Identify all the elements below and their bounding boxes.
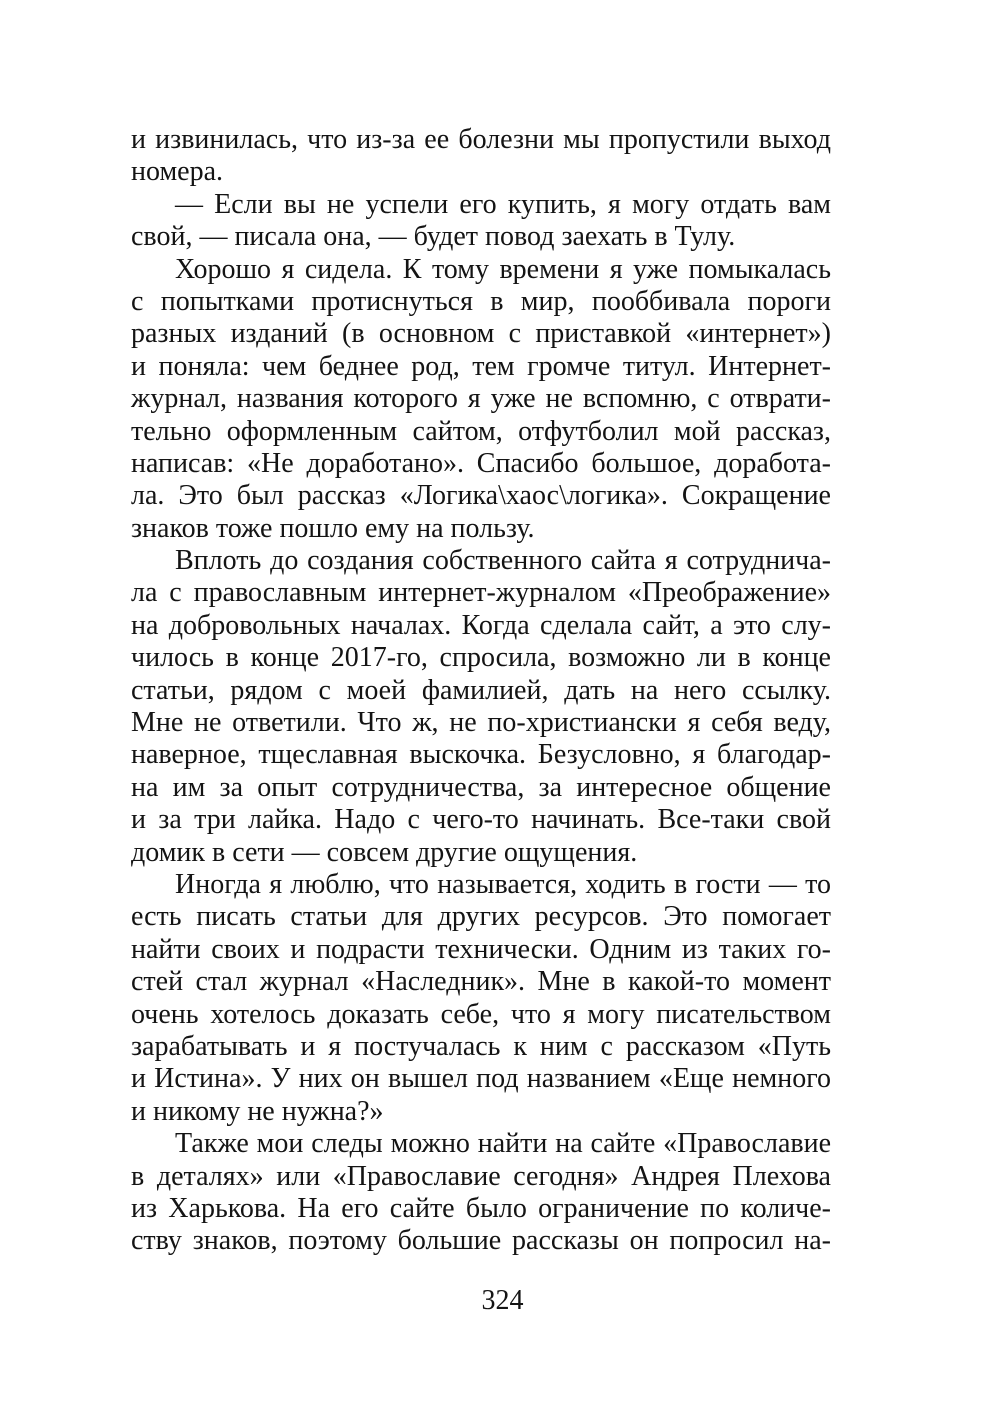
text-line: Иногда я люблю, что называется, ходить в гости — то: [175, 868, 831, 900]
text-line: есть писать статьи для других ресурсов. Это помогает: [131, 901, 831, 933]
text-line: найти своих и подрасти технически. Одним из таких го-: [131, 933, 831, 965]
text-line: и за три лайка. Надо с чего-то начинать. Все-таки свой: [131, 804, 831, 836]
text-line: из Харькова. На его сайте было ограничение по количе-: [131, 1192, 831, 1224]
text-line: с попытками протиснуться в мир, пооббивала пороги: [131, 285, 831, 317]
text-line: очень хотелось доказать себе, что я могу писательством: [131, 998, 831, 1030]
text-line: ству знаков, поэтому большие рассказы он попросил на-: [131, 1225, 831, 1257]
text-line: стей стал журнал «Наследник». Мне в какой-то момент: [131, 966, 831, 998]
text-line: и извинилась, что из-за ее болезни мы пропустили выход: [131, 124, 831, 155]
text-line: тельно оформленным сайтом, отфутболил мой рассказ,: [131, 415, 831, 447]
text-line: ла. Это был рассказ «Логика\хаос\логика». Сокращение: [131, 480, 831, 512]
text-line: ла с православным интернет-журналом «Преображение»: [131, 577, 831, 609]
text-line: и Истина». У них он вышел под названием «Еще немного: [131, 1063, 831, 1095]
text-line: статьи, рядом с моей фамилией, дать на него ссылку.: [131, 674, 831, 706]
text-line: на им за опыт сотрудничества, за интересное общение: [131, 771, 831, 803]
text-line: Мне не ответили. Что ж, не по-христиански я себя веду,: [131, 707, 831, 739]
text-line: и поняла: чем беднее род, тем громче титул. Интернет-: [131, 350, 831, 382]
text-line: знаков тоже пошло ему на пользу.: [131, 512, 535, 544]
text-line: чилось в конце 2017-го, спросила, возможно ли в конце: [131, 642, 831, 674]
text-line: и никому не нужна?»: [131, 1095, 384, 1127]
text-line: номера.: [131, 156, 224, 188]
text-line: домик в сети — совсем другие ощущения.: [131, 836, 638, 868]
text-line: зарабатывать и я постучалась к ним с рассказом «Путь: [131, 1030, 831, 1062]
text-line: свой, — писала она, — будет повод заехать в Тулу.: [131, 221, 736, 253]
body-text: [131, 124, 831, 1258]
text-line: написав: «Не доработано». Спасибо большое, доработа-: [131, 447, 831, 479]
page-number: 324: [481, 1285, 524, 1316]
text-line: на добровольных началах. Когда сделала сайт, а это слу-: [131, 609, 831, 641]
text-line: — Если вы не успели его купить, я могу отдать вам: [175, 188, 831, 220]
text-line: журнал, названия которого я уже не вспомню, с отврати-: [131, 383, 831, 415]
text-line: наверное, тщеславная выскочка. Безусловно, я благодар-: [131, 739, 831, 771]
text-line: в деталях» или «Православие сегодня» Андрея Плехова: [131, 1160, 831, 1192]
text-line: Также мои следы можно найти на сайте «Православие: [175, 1128, 831, 1160]
text-line: Вплоть до создания собственного сайта я сотруднича-: [175, 545, 831, 577]
text-line: разных изданий (в основном с приставкой «интернет»): [131, 318, 831, 350]
text-line: Хорошо я сидела. К тому времени я уже помыкалась: [175, 253, 831, 285]
